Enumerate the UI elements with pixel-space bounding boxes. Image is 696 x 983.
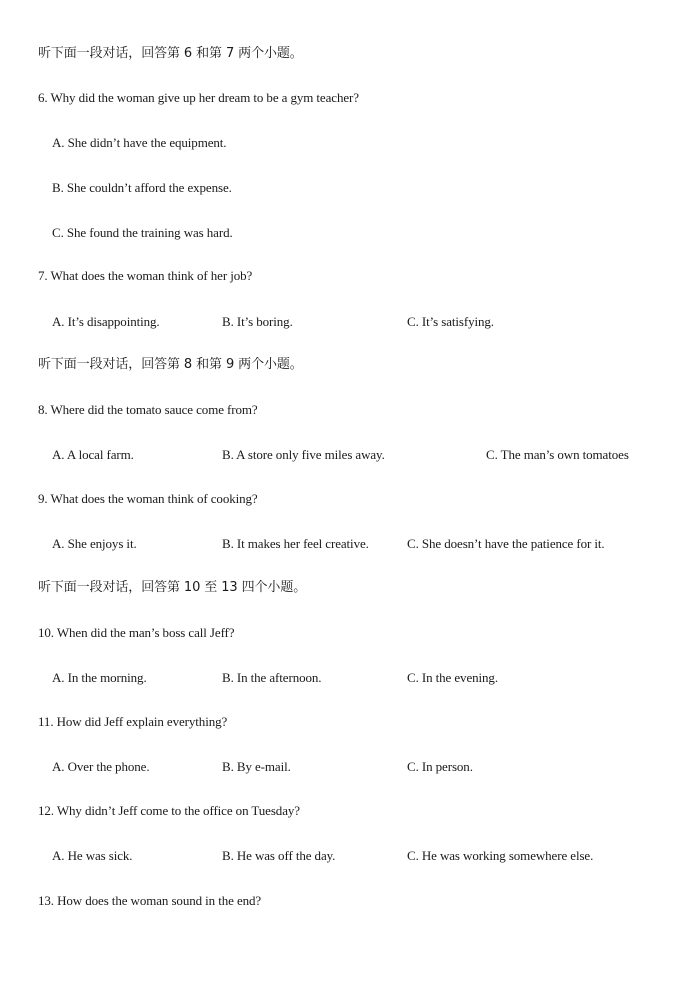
q8-option-c: C. The man’s own tomatoes [486, 447, 629, 462]
q7-option-a: A. It’s disappointing. [52, 314, 160, 329]
section-heading: 听下面一段对话，回答第 8 和第 9 两个小题。 [38, 357, 303, 372]
question-10: 10. When did the man’s boss call Jeff? [38, 625, 235, 640]
q9-option-a: A. She enjoys it. [52, 536, 137, 551]
q7-option-c: C. It’s satisfying. [407, 314, 494, 329]
q12-option-c: C. He was working somewhere else. [407, 848, 594, 863]
q12-option-b: B. He was off the day. [222, 848, 336, 863]
question-8: 8. Where did the tomato sauce come from? [38, 402, 258, 417]
question-11: 11. How did Jeff explain everything? [38, 714, 228, 729]
q11-option-b: B. By e-mail. [222, 759, 291, 774]
q11-option-c: C. In person. [407, 759, 473, 774]
q6-option-a: A. She didn’t have the equipment. [52, 135, 227, 150]
question-9: 9. What does the woman think of cooking? [38, 491, 258, 506]
section-heading: 听下面一段对话，回答第 10 至 13 四个小题。 [38, 580, 307, 595]
section-heading: 听下面一段对话，回答第 6 和第 7 两个小题。 [38, 46, 303, 61]
question-6: 6. Why did the woman give up her dream to be a gym teacher? [38, 90, 359, 105]
question-7: 7. What does the woman think of her job? [38, 268, 253, 283]
q10-option-c: C. In the evening. [407, 670, 498, 685]
q7-option-b: B. It’s boring. [222, 314, 293, 329]
q8-option-b: B. A store only five miles away. [222, 447, 385, 462]
q6-option-c: C. She found the training was hard. [52, 225, 233, 240]
q10-option-b: B. In the afternoon. [222, 670, 322, 685]
q6-option-b: B. She couldn’t afford the expense. [52, 180, 232, 195]
question-13: 13. How does the woman sound in the end? [38, 893, 262, 908]
q12-option-a: A. He was sick. [52, 848, 133, 863]
q11-option-a: A. Over the phone. [52, 759, 150, 774]
question-12: 12. Why didn’t Jeff come to the office on Tuesday? [38, 803, 300, 818]
q9-option-c: C. She doesn’t have the patience for it. [407, 536, 605, 551]
q9-option-b: B. It makes her feel creative. [222, 536, 369, 551]
q10-option-a: A. In the morning. [52, 670, 147, 685]
q8-option-a: A. A local farm. [52, 447, 134, 462]
